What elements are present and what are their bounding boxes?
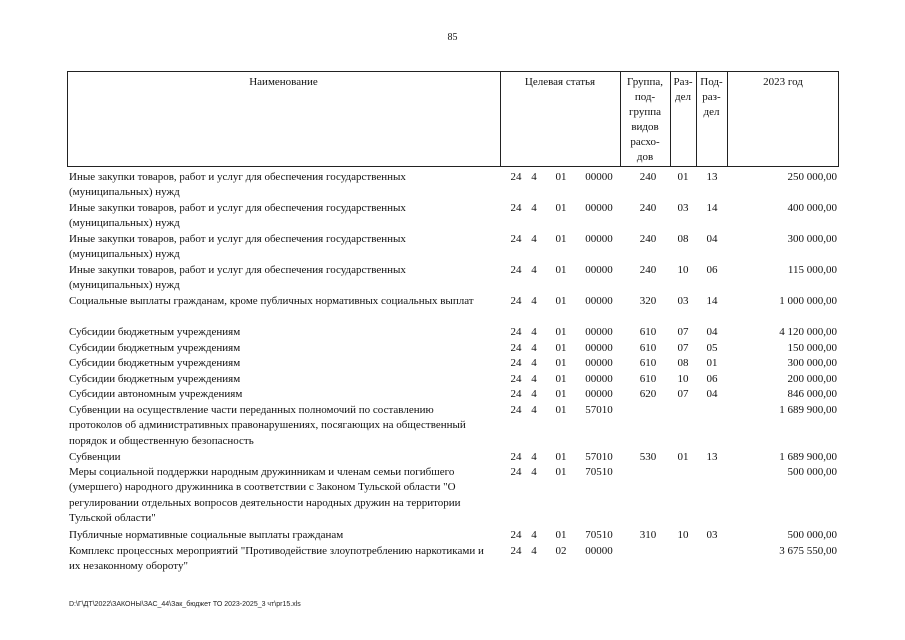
row-p4: 00000 — [585, 233, 613, 245]
row-p1: 24 — [510, 326, 522, 338]
row-p1: 24 — [510, 529, 522, 541]
row-p2: 4 — [531, 295, 537, 307]
row-p1: 24 — [510, 388, 522, 400]
row-p3: 01 — [555, 233, 567, 245]
row-p4: 57010 — [585, 404, 613, 416]
row-p1: 24 — [510, 373, 522, 385]
row-section: 08 — [677, 357, 689, 369]
header-expense-group: Группа, под- группа видов расхо- дов — [627, 76, 663, 163]
row-p4: 57010 — [585, 451, 613, 463]
row-p4: 00000 — [585, 295, 613, 307]
row-group: 620 — [639, 388, 657, 400]
row-name: Субсидии бюджетным учреждениям — [69, 326, 241, 338]
row-name: Социальные выплаты гражданам, кроме публичных нормативных социальных выплат — [69, 295, 474, 307]
row-p3: 01 — [555, 295, 567, 307]
row-section: 10 — [677, 529, 689, 541]
row-name: Субсидии бюджетным учреждениям — [69, 342, 241, 354]
row-p2: 4 — [531, 202, 537, 214]
row-group: 610 — [639, 357, 657, 369]
row-p2: 4 — [531, 404, 537, 416]
row-subsection: 14 — [706, 295, 718, 307]
row-p1: 24 — [510, 451, 522, 463]
row-subsection: 04 — [706, 233, 718, 245]
row-p3: 01 — [555, 404, 567, 416]
row-amount: 250 000,00 — [787, 171, 837, 183]
row-p3: 01 — [555, 388, 567, 400]
row-subsection: 04 — [706, 388, 718, 400]
row-section: 03 — [677, 202, 689, 214]
row-amount: 1 000 000,00 — [779, 295, 837, 307]
row-p3: 01 — [555, 264, 567, 276]
header-target-article: Целевая статья — [524, 76, 596, 88]
row-subsection: 14 — [706, 202, 718, 214]
row-p4: 70510 — [585, 466, 613, 478]
row-p2: 4 — [531, 342, 537, 354]
row-p1: 24 — [510, 342, 522, 354]
row-p1: 24 — [510, 202, 522, 214]
row-section: 07 — [677, 342, 689, 354]
row-subsection: 06 — [706, 373, 718, 385]
row-p1: 24 — [510, 295, 522, 307]
row-section: 01 — [677, 451, 689, 463]
row-p4: 70510 — [585, 529, 613, 541]
row-subsection: 01 — [706, 357, 718, 369]
row-subsection: 06 — [706, 264, 718, 276]
row-p4: 00000 — [585, 388, 613, 400]
row-amount: 400 000,00 — [787, 202, 837, 214]
row-p3: 01 — [555, 373, 567, 385]
row-group: 240 — [639, 233, 657, 245]
row-name: Субсидии бюджетным учреждениям — [69, 373, 241, 385]
row-p3: 01 — [555, 171, 567, 183]
row-p4: 00000 — [585, 545, 613, 557]
row-amount: 300 000,00 — [787, 233, 837, 245]
row-name: Комплекс процессных мероприятий "Противодействие злоупотреблению наркотиками и их незаконному обороту" — [69, 545, 484, 573]
row-section: 03 — [677, 295, 689, 307]
row-p4: 00000 — [585, 202, 613, 214]
page-number: 85 — [447, 32, 458, 43]
row-p2: 4 — [531, 233, 537, 245]
row-p3: 01 — [555, 451, 567, 463]
row-subsection: 13 — [706, 171, 718, 183]
row-group: 530 — [639, 451, 657, 463]
row-p2: 4 — [531, 171, 537, 183]
row-subsection: 04 — [706, 326, 718, 338]
row-group: 320 — [639, 295, 657, 307]
row-name: Иные закупки товаров, работ и услуг для обеспечения государственных (муниципальных) нужд — [69, 233, 406, 261]
row-section: 08 — [677, 233, 689, 245]
row-p1: 24 — [510, 545, 522, 557]
row-p4: 00000 — [585, 342, 613, 354]
row-p4: 00000 — [585, 326, 613, 338]
row-p2: 4 — [531, 264, 537, 276]
row-amount: 1 689 900,00 — [779, 451, 837, 463]
row-p4: 00000 — [585, 171, 613, 183]
row-p1: 24 — [510, 264, 522, 276]
row-p2: 4 — [531, 451, 537, 463]
header-year: 2023 год — [763, 76, 803, 88]
row-p2: 4 — [531, 326, 537, 338]
row-p3: 01 — [555, 466, 567, 478]
row-amount: 200 000,00 — [787, 373, 837, 385]
row-name: Субвенции на осуществление части переданных полномочий по составлению протоколов об административных правонарушениях, посягающих на общественный порядок и общественную безопасность — [69, 404, 466, 447]
row-subsection: 03 — [706, 529, 718, 541]
row-section: 10 — [677, 373, 689, 385]
row-name: Субвенции — [69, 451, 121, 463]
row-amount: 846 000,00 — [787, 388, 837, 400]
row-amount: 300 000,00 — [787, 357, 837, 369]
row-amount: 1 689 900,00 — [779, 404, 837, 416]
row-name: Иные закупки товаров, работ и услуг для обеспечения государственных (муниципальных) нужд — [69, 171, 406, 199]
row-amount: 150 000,00 — [787, 342, 837, 354]
row-p2: 4 — [531, 529, 537, 541]
row-name: Иные закупки товаров, работ и услуг для обеспечения государственных (муниципальных) нужд — [69, 202, 406, 230]
row-amount: 500 000,00 — [787, 466, 837, 478]
row-p2: 4 — [531, 373, 537, 385]
row-amount: 500 000,00 — [787, 529, 837, 541]
row-section: 07 — [677, 326, 689, 338]
header-name: Наименование — [249, 76, 318, 88]
row-p3: 01 — [555, 357, 567, 369]
row-p4: 00000 — [585, 264, 613, 276]
row-group: 610 — [639, 373, 657, 385]
row-subsection: 13 — [706, 451, 718, 463]
row-p1: 24 — [510, 233, 522, 245]
row-group: 240 — [639, 264, 657, 276]
row-p2: 4 — [531, 545, 537, 557]
row-p3: 01 — [555, 342, 567, 354]
row-name: Меры социальной поддержки народным дружинникам и членам семьи погибшего (умершего) народного дружинника в соответствии с Законом Тульской области "О регулировании отдельных вопросов деятельности народных дружин на территории Тульской области" — [69, 466, 461, 524]
row-section: 10 — [677, 264, 689, 276]
row-p4: 00000 — [585, 373, 613, 385]
row-amount: 115 000,00 — [787, 264, 837, 276]
row-p3: 02 — [555, 545, 567, 557]
row-name: Субсидии автономным учреждениям — [69, 388, 243, 400]
row-amount: 4 120 000,00 — [779, 326, 837, 338]
row-p1: 24 — [510, 171, 522, 183]
row-p2: 4 — [531, 466, 537, 478]
row-amount: 3 675 550,00 — [779, 545, 837, 557]
row-p2: 4 — [531, 357, 537, 369]
row-p2: 4 — [531, 388, 537, 400]
row-subsection: 05 — [706, 342, 718, 354]
row-name: Публичные нормативные социальные выплаты гражданам — [69, 529, 344, 541]
row-group: 240 — [639, 202, 657, 214]
row-section: 07 — [677, 388, 689, 400]
row-p3: 01 — [555, 202, 567, 214]
row-p1: 24 — [510, 404, 522, 416]
row-p4: 00000 — [585, 357, 613, 369]
row-section: 01 — [677, 171, 689, 183]
row-group: 610 — [639, 326, 657, 338]
row-group: 610 — [639, 342, 657, 354]
row-p3: 01 — [555, 529, 567, 541]
row-p1: 24 — [510, 357, 522, 369]
row-group: 310 — [639, 529, 657, 541]
header-section: Раз- дел — [673, 76, 693, 103]
file-path-footer: D:\Г\ДТ\2022\ЗАКОНЫ\ЗАС_44\Зак_бюджет ТО 2023-2025_3 чт\pr15.xls — [69, 601, 301, 608]
row-name: Иные закупки товаров, работ и услуг для обеспечения государственных (муниципальных) нужд — [69, 264, 406, 292]
row-p3: 01 — [555, 326, 567, 338]
row-group: 240 — [639, 171, 657, 183]
row-p1: 24 — [510, 466, 522, 478]
row-name: Субсидии бюджетным учреждениям — [69, 357, 241, 369]
header-subsection: Под- раз- дел — [700, 76, 723, 118]
